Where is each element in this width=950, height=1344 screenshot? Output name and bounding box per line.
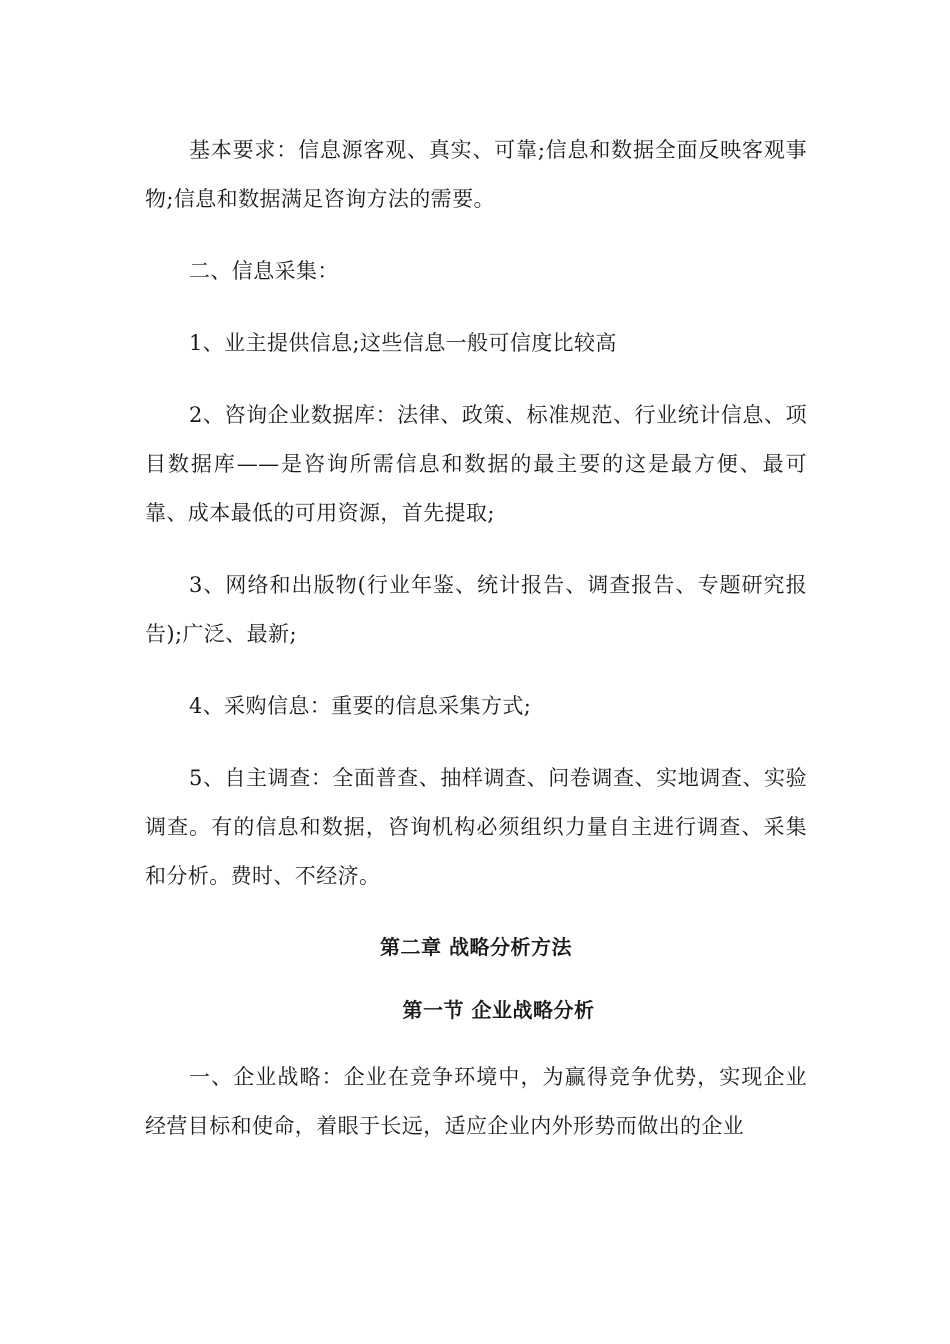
paragraph-item-3: 3、网络和出版物(行业年鉴、统计报告、调查报告、专题研究报告);广泛、最新;	[145, 573, 807, 646]
document-page	[145, 126, 807, 1174]
paragraph-basic-requirements: 基本要求：信息源客观、真实、可靠;信息和数据全面反映客观事物;信息和数据满足咨询方法的需要。	[145, 138, 807, 211]
paragraph-item-1: 1、业主提供信息;这些信息一般可信度比较高	[189, 331, 617, 355]
chapter-title: 第二章 战略分析方法	[380, 935, 572, 959]
section-title: 第一节 企业战略分析	[402, 998, 595, 1022]
paragraph-item-4: 4、采购信息：重要的信息采集方式;	[189, 694, 532, 718]
paragraph-item-5: 5、自主调查：全面普查、抽样调查、问卷调查、实地调查、实验调查。有的信息和数据，咨询机构必须组织力量自主进行调查、采集和分析。费时、不经济。	[145, 766, 807, 888]
paragraph-info-collection-heading: 二、信息采集：	[189, 259, 339, 283]
paragraph-item-2: 2、咨询企业数据库：法律、政策、标准规范、行业统计信息、项目数据库——是咨询所需信息和数据的最主要的这是最方便、最可靠、成本最低的可用资源，首先提取;	[145, 403, 807, 525]
paragraph-enterprise-strategy: 一、企业战略：企业在竞争环境中，为赢得竞争优势，实现企业经营目标和使命，着眼于长远，适应企业内外形势而做出的企业	[145, 1065, 807, 1138]
